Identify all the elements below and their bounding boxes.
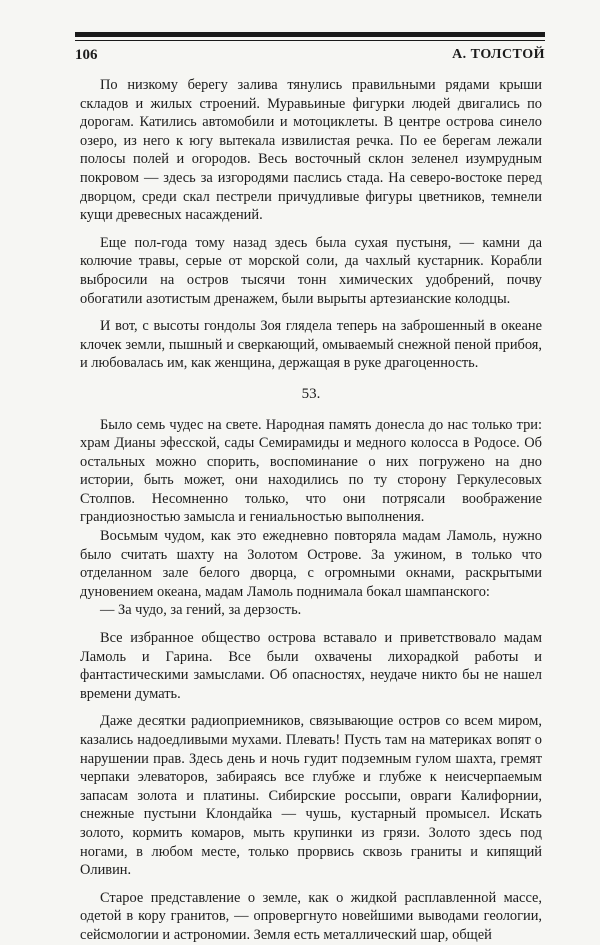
paragraph: Все избранное общество острова вставало и приветствовало мадам Ламоль и Гарина. Все были охвачены лихорадкой работы и фантастическими замыслами. Об опасностях, неудаче никто бы не нашел времени думать. xyxy=(80,630,542,702)
running-header xyxy=(75,24,545,68)
paragraph: И вот, с высоты гондолы Зоя глядела теперь на заброшенный в океане клочек земли, пышный и сверкающий, омываемый снежной пеной прибоя, и любовалась им, как женщина, держащая в руке драгоценность. xyxy=(80,318,542,372)
dialogue-line: — За чудо, за гений, за дерзость. xyxy=(100,602,302,619)
chapter-number: 53. xyxy=(301,385,321,402)
running-author: А. ТОЛСТОЙ xyxy=(452,47,545,62)
header-rule-thick xyxy=(75,32,545,37)
paragraph: Даже десятки радиоприемников, связывающие остров со всем миром, казались надоедливыми мухами. Плевать! Пусть там на материках вопят о нарушении прав. Здесь день и ночь гудит подземным гулом шахта, гремят черпаки элеваторов, забираясь все глубже и глубже к неисчерпаемым запасам золота и платины. Сибирские россыпи, овраги Калифорнии, снежные пустыни Клондайка — чушь, кустарный промысел. Искать золото, кормить комаров, мыть крупинки из грязи. Золото здесь под ногами, в любом месте, только прорвись сквозь граниты и кипящий Оливин. xyxy=(80,713,542,879)
header-rule-thin xyxy=(75,40,545,41)
page-number: 106 xyxy=(75,47,98,63)
paragraph: По низкому берегу залива тянулись правильными рядами крыши складов и жилых строений. Муравьиные фигурки людей двигались по дорогам. Катились автомобили и мотоциклеты. В центре острова синело озеро, из него к югу вытекала извилистая речка. По ее берегам лежали полосы полей и огородов. Весь восточный склон зеленел изумрудным покровом — здесь за изгородями паслись стада. На северо-востоке перед дворцом, среди скал пестрели причудливые фигуры цветников, темнели кущи древесных насаждений. xyxy=(80,77,542,224)
body-text xyxy=(80,76,542,945)
paragraph: Еще пол-года тому назад здесь была сухая пустыня, — камни да колючие травы, серые от морской соли, да чахлый кустарник. Корабли выбросили на остров тысячи тонн химических удобрений, почву обогатили азотистым дренажем, были вырыты артезианские колодцы. xyxy=(80,234,542,307)
paragraph: Было семь чудес на свете. Народная память донесла до нас только три: храм Дианы эфесской, сады Семирамиды и медного колосса в Родосе. Об остальных можно спорить, воспоминание о них погружено на дно истории, быть может, они находились по ту сторону Геркулесовых Столпов. Несомненно только, что они потрясали воображение грандиозностью замысла и гениальностью выполнения. xyxy=(80,416,542,526)
paragraph: Старое представление о земле, как о жидкой расплавленной массе, одетой в кору гранитов, — опровергнуто новейшими выводами геологии, сейсмологии и астрономии. Земля есть металлический шар, общей xyxy=(80,889,542,943)
paragraph: Восьмым чудом, как это ежедневно повторяла мадам Ламоль, нужно было считать шахту на Золотом Острове. За ужином, в только что отделанном зале белого дворца, с огромными окнами, раскрытыми дуновением океана, мадам Ламоль поднимала бокал шампанского: xyxy=(80,528,542,600)
